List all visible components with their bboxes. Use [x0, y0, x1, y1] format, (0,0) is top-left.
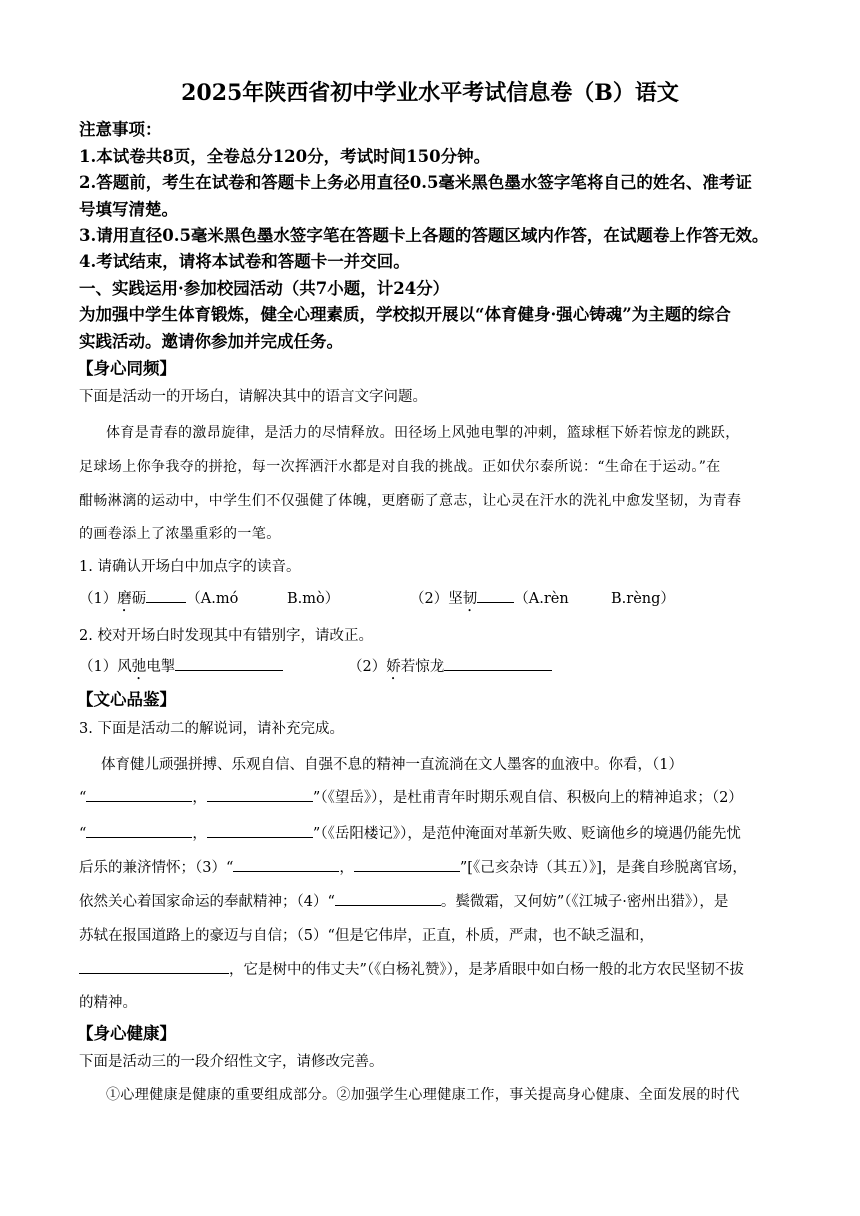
poem-paragraph-2: “ ， ”（《望岳》），是杜甫青年时期乐观自信、积极向上的精神追求；（2） — [79, 786, 743, 807]
answer-blank[interactable] — [86, 823, 192, 838]
poem-paragraph-4: 后乐的兼济情怀；（3）“ ， ”[《己亥杂诗（其五）》]，是龚自珍脱离官场， — [79, 856, 747, 877]
poem-paragraph-6: 苏轼在报国道路上的豪迈与自信；（5）“但是它伟岸，正直，朴质，严肃，也不缺乏温和， — [79, 928, 654, 944]
answer-blank[interactable] — [146, 588, 186, 603]
poem-paragraph-7: ，它是树中的伟丈夫”（《白杨礼赞》），是茅盾眼中如白杨一般的北方农民坚韧不拔 — [79, 958, 744, 979]
question-1-a-option-b: B.mò） — [287, 591, 340, 607]
passage-line-4: 的画卷添上了浓墨重彩的一笔。 — [79, 526, 281, 542]
answer-blank[interactable] — [207, 787, 313, 802]
section-intro-1: 为加强中学生体育锻炼，健全心理素质，学校拟开展以“体育健身·强心铸魂”为主题的综合 — [79, 305, 731, 324]
question-2-stem: 2. 校对开场白时发现其中有错别字，请改正。 — [79, 628, 373, 644]
note-item-1: 1.本试卷共8页，全卷总分120分，考试时间150分钟。 — [79, 147, 491, 166]
passage-line-1: 体育是青春的激昂旋律，是活力的尽情释放。田径场上风弛电掣的冲刺，篮球框下娇若惊龙的跳跃， — [106, 425, 740, 441]
note-item-2-cont: 号填写清楚。 — [79, 200, 178, 219]
part1-lead: 下面是活动一的开场白，请解决其中的语言文字问题。 — [79, 389, 427, 405]
page-title: 2025年陕西省初中学业水平考试信息卷（B）语文 — [181, 80, 679, 106]
dotted-char: 娇 — [386, 659, 401, 675]
dotted-char: 弛 — [131, 659, 147, 675]
answer-blank[interactable] — [477, 588, 514, 603]
note-item-2: 2.答题前，考生在试卷和答题卡上务必用直径0.5毫米黑色墨水签字笔将自己的姓名、准考证 — [79, 173, 752, 192]
notes-heading: 注意事项： — [79, 120, 162, 139]
answer-blank[interactable] — [207, 823, 313, 838]
passage-line-2: 足球场上你争我夺的拼抢，每一次挥洒汗水都是对自我的挑战。正如伏尔泰所说：“生命在于运动。”在 — [79, 459, 721, 475]
section-intro-2: 实践活动。邀请你参加并完成任务。 — [79, 332, 343, 351]
answer-blank[interactable] — [86, 787, 192, 802]
dotted-char: 磨 — [117, 591, 132, 607]
note-item-3: 3.请用直径0.5毫米黑色墨水签字笔在答题卡上各题的答题区域内作答，在试题卷上作答无效。 — [79, 226, 769, 245]
part1-heading: 【身心同频】 — [77, 359, 176, 378]
poem-paragraph-1: 体育健儿顽强拼搏、乐观自信、自强不息的精神一直流淌在文人墨客的血液中。你看，（1） — [101, 757, 683, 773]
answer-blank[interactable] — [444, 656, 552, 671]
poem-paragraph-8: 的精神。 — [79, 995, 137, 1011]
part3-heading: 【身心健康】 — [77, 1024, 176, 1043]
question-1-a: （1）磨砺 （A.mó — [79, 587, 238, 615]
part3-lead: 下面是活动三的一段介绍性文字，请修改完善。 — [79, 1054, 384, 1070]
question-1-b: （2）坚韧 （A.rèn — [410, 587, 569, 615]
part2-heading: 【文心品鉴】 — [77, 690, 176, 709]
answer-blank[interactable] — [79, 959, 229, 974]
poem-paragraph-3: “ ， ”（《岳阳楼记》），是范仲淹面对革新失败、贬谪他乡的境遇仍能先忧 — [79, 822, 741, 843]
question-2-a: （1）风弛电掣 — [79, 655, 283, 683]
answer-blank[interactable] — [354, 857, 460, 872]
dotted-char: 韧 — [462, 591, 478, 607]
note-item-4: 4.考试结束，请将本试卷和答题卡一并交回。 — [79, 252, 410, 271]
question-1-b-option-b: B.rèng） — [611, 591, 675, 607]
section-heading: 一、实践运用·参加校园活动（共7小题，计24分） — [79, 279, 450, 298]
passage-line-3: 酣畅淋漓的运动中，中学生们不仅强健了体魄，更磨砺了意志，让心灵在汗水的洗礼中愈发坚韧，为青春 — [79, 493, 742, 509]
poem-paragraph-5: 依然关心着国家命运的奉献精神；（4）“ 。鬓微霜，又何妨”（《江城子·密州出猎》），是 — [79, 890, 728, 911]
answer-blank[interactable] — [335, 891, 441, 906]
question-1-stem: 1. 请确认开场白中加点字的读音。 — [79, 559, 301, 575]
question-2-b: （2）娇若惊龙 — [348, 655, 552, 683]
answer-blank[interactable] — [175, 656, 283, 671]
part3-passage: ①心理健康是健康的重要组成部分。②加强学生心理健康工作，事关提高身心健康、全面发展的时代 — [106, 1087, 740, 1103]
answer-blank[interactable] — [233, 857, 339, 872]
question-3-stem: 3. 下面是活动二的解说词，请补充完成。 — [79, 721, 344, 737]
